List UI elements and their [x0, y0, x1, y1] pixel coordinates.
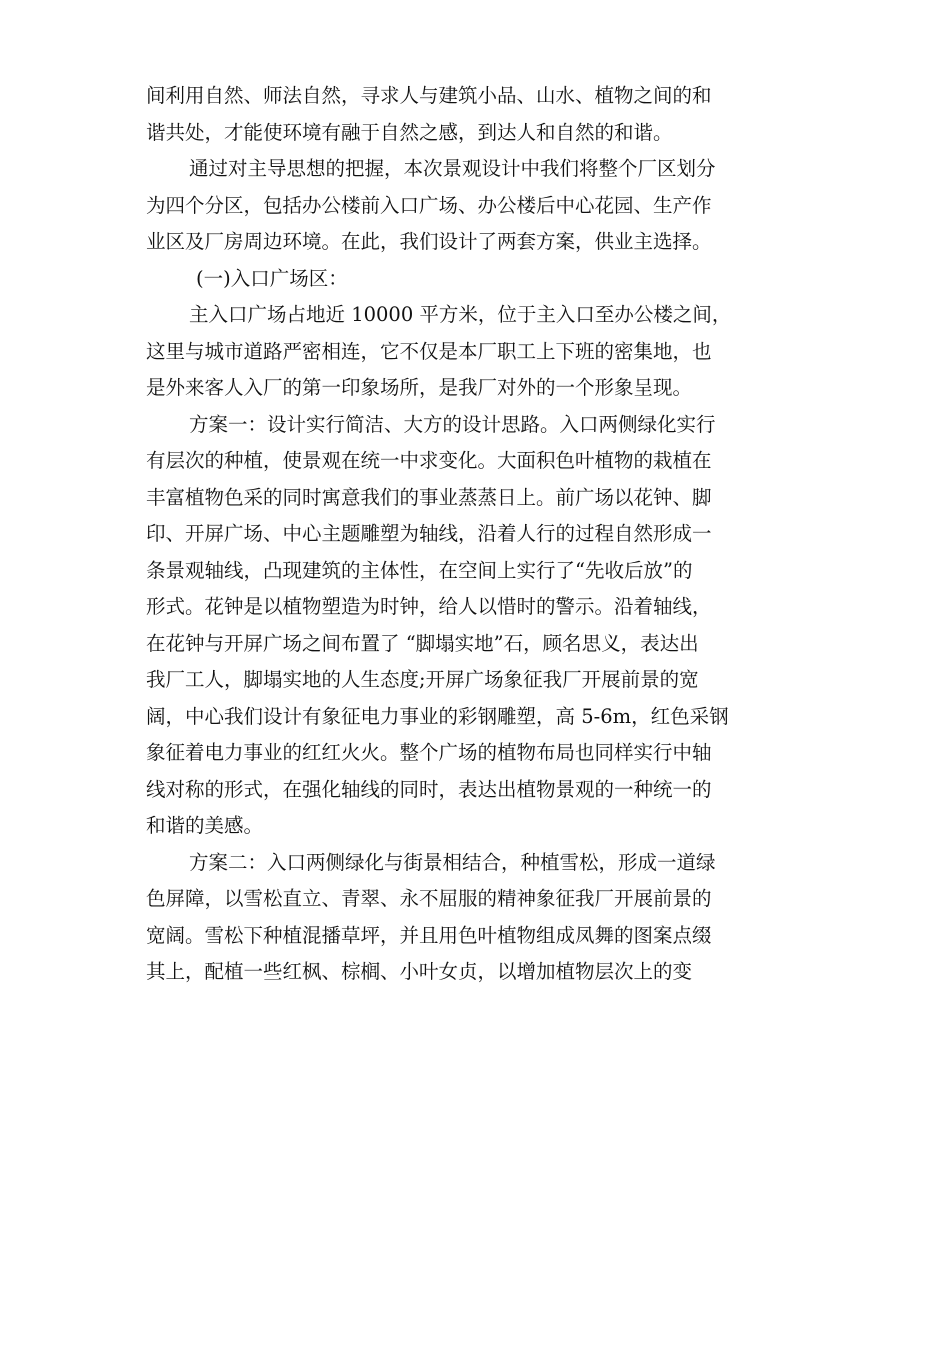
- paragraph-start: 方案二：入口两侧绿化与街景相结合，种植雪松，形成一道绿: [189, 850, 716, 874]
- paragraph-start: 方案一：设计实行简洁、大方的设计思路。入口两侧绿化实行: [189, 412, 716, 436]
- text-line: 我厂工人，脚塌实地的人生态度;开屏广场象征我厂开展前景的宽: [146, 668, 699, 691]
- text-line: 有层次的种植，使景观在统一中求变化。大面积色叶植物的栽植在: [146, 449, 712, 472]
- text-line: 宽阔。雪松下种植混播草坪，并且用色叶植物组成凤舞的图案点缀: [146, 923, 712, 947]
- section-heading: (一)入口广场区：: [196, 266, 348, 290]
- text-line: 其上，配植一些红枫、棕榈、小叶女贞，以增加植物层次上的变: [146, 960, 693, 983]
- text-line: 业区及厂房周边环境。在此，我们设计了两套方案，供业主选择。: [146, 230, 712, 253]
- body-text: [146, 78, 796, 991]
- text-line: 象征着电力事业的红红火火。整个广场的植物布局也同样实行中轴: [146, 741, 712, 764]
- text-line: 丰富植物色采的同时寓意我们的事业蒸蒸日上。前广场以花钟、脚: [146, 485, 712, 509]
- text-line: 阔，中心我们设计有象征电力事业的彩钢雕塑，高 5-6m，红色采钢: [146, 704, 729, 728]
- text-line: 谐共处，才能使环境有融于自然之感，到达人和自然的和谐。: [146, 120, 673, 144]
- text-line: 这里与城市道路严密相连，它不仅是本厂职工上下班的密集地，也: [146, 339, 712, 363]
- text-line: 在花钟与开屏广场之间布置了 “脚塌实地”石，顾名思义，表达出: [146, 631, 699, 655]
- text-line: 印、开屏广场、中心主题雕塑为轴线，沿着人行的过程自然形成一: [146, 522, 712, 545]
- text-line: 和谐的美感。: [146, 814, 264, 837]
- text-line: 是外来客人入厂的第一印象场所，是我厂对外的一个形象呈现。: [146, 376, 693, 399]
- text-line: 条景观轴线，凸现建筑的主体性，在空间上实行了“先收后放”的: [146, 558, 693, 582]
- text-line: 线对称的形式，在强化轴线的同时，表达出植物景观的一种统一的: [146, 777, 712, 801]
- paragraph-start: 通过对主导思想的把握，本次景观设计中我们将整个厂区划分: [189, 157, 716, 180]
- text-line: 色屏障，以雪松直立、青翠、永不屈服的精神象征我厂开展前景的: [146, 887, 712, 910]
- paragraph-start: 主入口广场占地近 10000 平方米，位于主入口至办公楼之间，: [189, 303, 732, 326]
- text-line: 间利用自然、师法自然，寻求人与建筑小品、山水、植物之间的和: [146, 84, 712, 107]
- text-line: 形式。花钟是以植物塑造为时钟，给人以惜时的警示。沿着轴线，: [146, 595, 712, 618]
- text-line: 为四个分区，包括办公楼前入口广场、办公楼后中心花园、生产作: [146, 193, 712, 217]
